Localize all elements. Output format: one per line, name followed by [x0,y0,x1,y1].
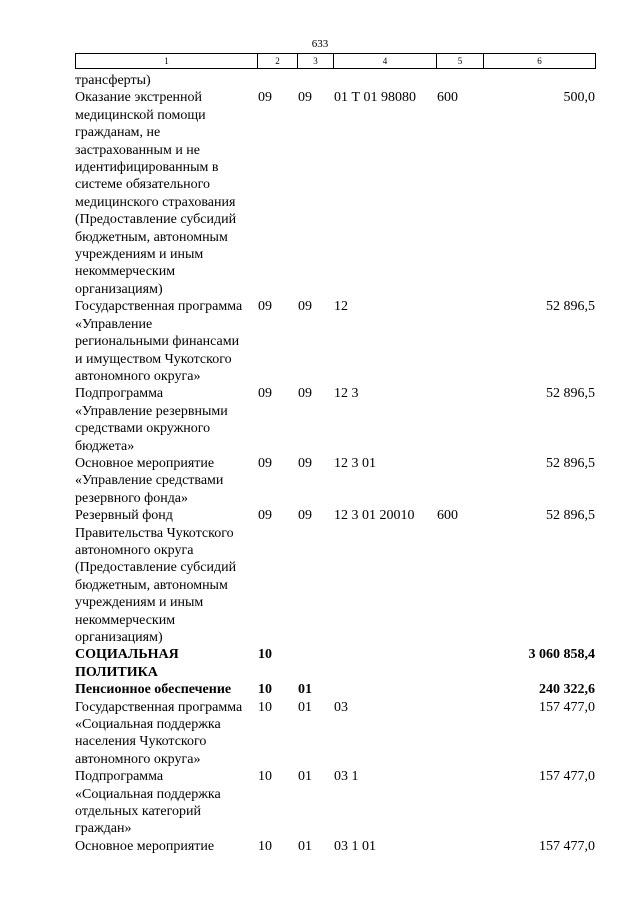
row-name: Основное мероприятие «Управление средствами резервного фонда» [75,455,224,506]
row-amount: 52 896,5 [546,508,595,524]
row-amount: 52 896,5 [546,455,595,471]
row-target-code: 12 [334,299,348,315]
table-header [75,53,596,69]
header-col-6: 6 [484,54,596,69]
row-target-code: 01 Т 01 98080 [334,90,417,106]
row-section: 10 [258,838,272,854]
table-row [75,385,595,455]
table-row [75,681,595,698]
row-subsection: 09 [298,386,312,402]
header-col-1: 1 [76,54,258,69]
row-name: Государственная программа «Социальная поддержка населения Чукотского автономного округа» [75,699,243,767]
header-col-4: 4 [334,54,437,69]
row-amount: 500,0 [563,90,595,106]
row-target-code: 12 3 [334,386,359,402]
row-subsection: 09 [298,455,312,471]
row-section: 10 [258,647,272,663]
header-col-3: 3 [298,54,334,69]
row-target-code: 03 1 01 [334,838,376,854]
row-section: 09 [258,508,272,524]
row-target-code: 12 3 01 [334,455,376,471]
row-section: 09 [258,90,272,106]
header-col-5: 5 [437,54,484,69]
row-target-code: 12 3 01 20010 [334,508,415,524]
row-name: трансферты) [75,73,151,88]
row-subsection: 01 [298,838,312,854]
row-name: Резервный фонд Правительства Чукотского автономного округа (Предоставление субсидий бюджетным, автономным учреждениям и иным некоммерческим организациям) [75,508,237,645]
row-amount: 157 477,0 [539,769,595,785]
table-row [75,838,595,855]
row-section: 09 [258,299,272,315]
table-row [75,768,595,838]
header-col-2: 2 [258,54,298,69]
row-name: СОЦИАЛЬНАЯ ПОЛИТИКА [75,647,179,680]
row-subsection: 01 [298,699,312,715]
row-target-code: 03 [334,699,348,715]
row-expense-type: 600 [437,90,458,106]
row-name: Подпрограмма «Социальная поддержка отдельных категорий граждан» [75,769,221,837]
row-section: 10 [258,682,272,698]
row-subsection: 09 [298,299,312,315]
table-row [75,298,595,385]
budget-table-body [75,72,595,855]
table-row [75,455,595,507]
row-subsection: 01 [298,769,312,785]
row-target-code: 03 1 [334,769,359,785]
row-section: 10 [258,769,272,785]
row-name: Подпрограмма «Управление резервными средствами окружного бюджета» [75,386,228,454]
row-name: Пенсионное обеспечение [75,682,232,698]
row-expense-type: 600 [437,508,458,524]
row-section: 10 [258,699,272,715]
row-section: 09 [258,455,272,471]
page-number: 633 [311,38,329,50]
table-row [75,89,595,298]
row-amount: 240 322,6 [539,682,595,698]
row-name: Оказание экстренной медицинской помощи гражданам, не застрахованным и не идентифицированным в системе обязательного медицинского страхования (Предоставление субсидий бюджетным, автономным учреждениям и иным некоммерческим организациям) [75,90,237,297]
row-amount: 52 896,5 [546,386,595,402]
row-subsection: 09 [298,508,312,524]
row-subsection: 01 [298,682,312,698]
row-amount: 3 060 858,4 [528,647,595,663]
table-row [75,507,595,646]
row-name: Основное мероприятие [75,838,215,854]
row-amount: 157 477,0 [539,699,595,715]
row-amount: 157 477,0 [539,838,595,854]
table-row [75,699,595,769]
row-amount: 52 896,5 [546,299,595,315]
table-row [75,72,595,89]
row-name: Государственная программа «Управление региональными финансами и имуществом Чукотского автономного округа» [75,299,243,384]
row-section: 09 [258,386,272,402]
row-subsection: 09 [298,90,312,106]
table-row [75,646,595,681]
